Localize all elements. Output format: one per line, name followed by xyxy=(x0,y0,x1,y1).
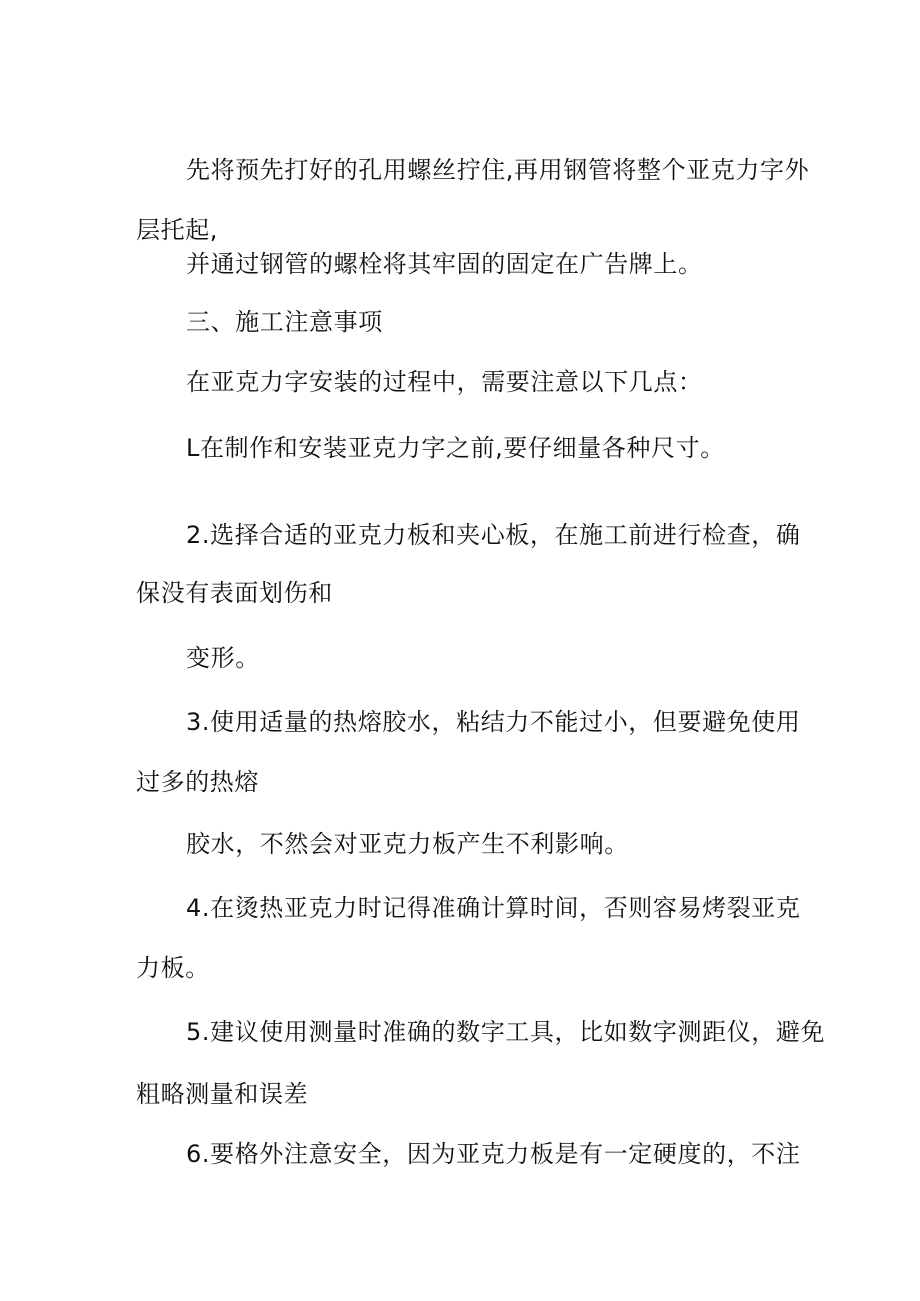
text-line: 先将预先打好的孔用螺丝拧住,再用钢管将整个亚克力字外 xyxy=(186,156,810,184)
list-item: 4.在烫热亚克力时记得准确计算时间，否则容易烤裂亚克 xyxy=(186,894,801,922)
list-item: 5.建议使用测量时准确的数字工具，比如数字测距仪，避免 xyxy=(186,1018,826,1046)
text-line: 并通过钢管的螺栓将其牢固的固定在广告牌上。 xyxy=(186,250,703,278)
text-line: 变形。 xyxy=(186,644,260,672)
list-item: L在制作和安装亚克力字之前,要仔细量各种尺寸。 xyxy=(186,434,725,462)
text-line: 保没有表面划伤和 xyxy=(136,579,333,607)
text-line: 胶水，不然会对亚克力板产生不利影响。 xyxy=(186,830,629,858)
text-line: 过多的热熔 xyxy=(136,768,259,796)
list-item: 3.使用适量的热熔胶水，粘结力不能过小，但要避免使用 xyxy=(186,708,801,736)
text-line: 力板。 xyxy=(136,954,210,982)
list-item: 6.要格外注意安全，因为亚克力板是有一定硬度的，不注 xyxy=(186,1140,801,1168)
text-line: 粗略测量和误差 xyxy=(136,1080,309,1108)
section-heading: 三、施工注意事项 xyxy=(186,308,383,336)
text-line: 层托起, xyxy=(136,216,219,244)
list-item: 2.选择合适的亚克力板和夹心板，在施工前进行检查，确 xyxy=(186,521,801,549)
text-line: 在亚克力字安装的过程中，需要注意以下几点： xyxy=(186,368,703,396)
